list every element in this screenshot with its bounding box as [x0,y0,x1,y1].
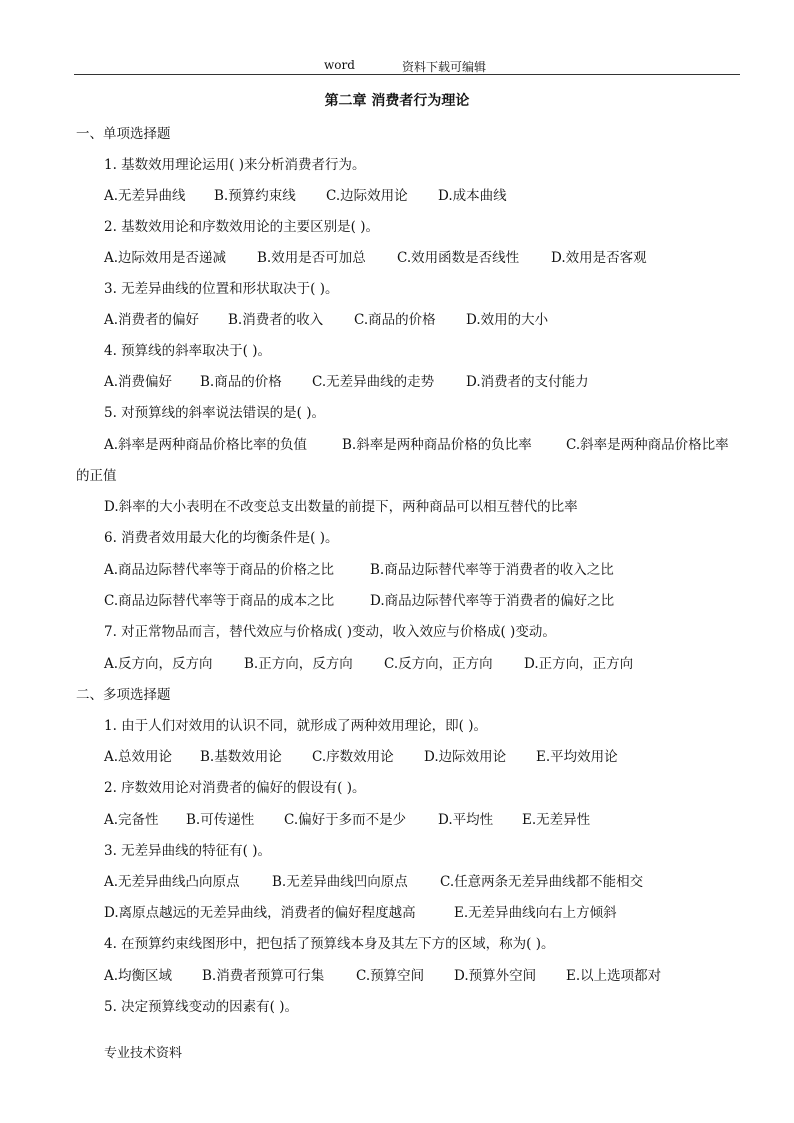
option: D.平均性 [438,812,494,828]
question: 4. 预算线的斜率取决于( )。 [104,343,271,359]
option-row [104,249,647,267]
option: A.均衡区域 [104,968,173,984]
section-heading-single: 一、单项选择题 [76,126,171,142]
header-divider [74,74,740,75]
option-row [104,187,507,205]
option: B.无差异曲线凹向原点 [272,874,408,890]
option: C.商品的价格 [354,312,436,328]
option: E.以上选项都对 [566,968,662,984]
option: A.消费偏好 [104,374,173,390]
option: A.斜率是两种商品价格比率的负值 [104,437,308,453]
option: C.边际效用论 [326,188,408,204]
option: C.任意两条无差异曲线都不能相交 [440,874,644,890]
question: 5. 决定预算线变动的因素有( )。 [104,999,298,1015]
option-row [104,561,614,579]
option: A.反方向，反方向 [104,656,213,672]
option-row [104,311,548,329]
question: 1. 由于人们对效用的认识不同，就形成了两种效用理论，即( )。 [104,718,487,734]
option: C.效用函数是否线性 [397,250,520,266]
option: D.斜率的大小表明在不改变总支出数量的前提下，两种商品可以相互替代的比率 [104,499,578,515]
option: C.反方向，正方向 [384,656,493,672]
question: 6. 消费者效用最大化的均衡条件是( )。 [104,530,339,546]
option: B.正方向，反方向 [244,656,353,672]
option-row [104,904,617,922]
option: A.无差异曲线 [104,188,186,204]
option: D.成本曲线 [438,188,507,204]
option: E.无差异性 [522,812,591,828]
option: C.无差异曲线的走势 [312,374,435,390]
option: A.边际效用是否递减 [104,250,227,266]
option: D.消费者的支付能力 [466,374,589,390]
option: D.效用的大小 [466,312,549,328]
option-row [104,373,589,391]
option: C.预算空间 [356,968,425,984]
option: B.商品的价格 [200,374,282,390]
option: D.效用是否客观 [551,250,647,266]
option: D.边际效用论 [424,749,507,765]
option: D.商品边际替代率等于消费者的偏好之比 [370,593,615,609]
option: C.序数效用论 [312,749,394,765]
option-row [104,592,614,610]
header-left-text: word [324,58,355,72]
question: 5. 对预算线的斜率说法错误的是( )。 [104,405,325,421]
question: 2. 基数效用论和序数效用论的主要区别是( )。 [104,219,379,235]
option: C.斜率是两种商品价格比率 [566,437,729,453]
option: A.消费者的偏好 [104,312,200,328]
question: 3. 无差异曲线的特征有( )。 [104,843,271,859]
option: A.总效用论 [104,749,173,765]
option: B.斜率是两种商品价格的负比率 [342,437,532,453]
option: C.商品边际替代率等于商品的成本之比 [104,593,335,609]
option: B.消费者的收入 [228,312,324,328]
question: 1. 基数效用理论运用( )来分析消费者行为。 [104,157,366,173]
option-row [104,811,590,829]
question: 4. 在预算约束线图形中，把包括了预算线本身及其左下方的区域，称为( )。 [104,936,555,952]
option-row [104,748,618,766]
page-footer: 专业技术资料 [104,1046,183,1061]
option: D.离原点越远的无差异曲线，消费者的偏好程度越高 [104,905,416,921]
question: 2. 序数效用论对消费者的偏好的假设有( )。 [104,780,366,796]
option: C.偏好于多而不是少 [284,812,407,828]
option: B.消费者预算可行集 [202,968,325,984]
option: B.效用是否可加总 [257,250,366,266]
option: A.商品边际替代率等于商品的价格之比 [104,562,335,578]
option: A.无差异曲线凸向原点 [104,874,240,890]
option-row [104,967,661,985]
option-row [104,873,643,891]
wrapped-text: 的正值 [76,468,117,484]
page-header [0,56,794,74]
option: E.无差异曲线向右上方倾斜 [454,905,617,921]
section-heading-multi: 二、多项选择题 [76,687,171,703]
option: E.平均效用论 [536,749,618,765]
header-right-text: 资料下载可编辑 [402,60,487,74]
option: A.完备性 [104,812,159,828]
option-row [104,655,633,673]
chapter-title: 第二章 消费者行为理论 [324,93,470,109]
option: B.基数效用论 [200,749,282,765]
option: D.正方向，正方向 [524,656,634,672]
option: D.预算外空间 [454,968,537,984]
question: 7. 对正常物品而言，替代效应与价格成( )变动，收入效应与价格成( )变动。 [104,624,556,640]
option-row [104,436,729,454]
option: B.可传递性 [186,812,255,828]
option: B.预算约束线 [214,188,296,204]
question: 3. 无差异曲线的位置和形状取决于( )。 [104,281,339,297]
option: B.商品边际替代率等于消费者的收入之比 [370,562,614,578]
